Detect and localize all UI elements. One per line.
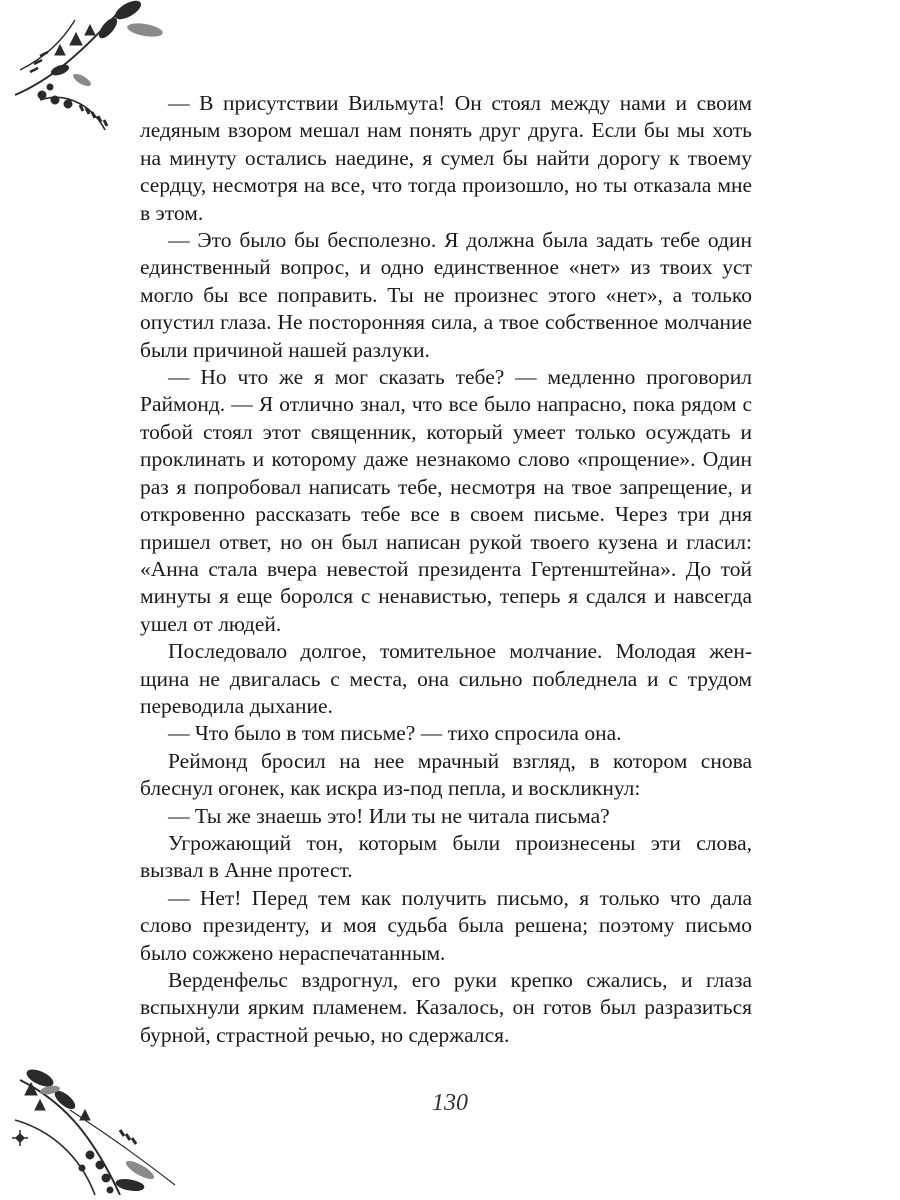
paragraph: Верденфельс вздрогнул, его руки крепко сжались, и глаза вспыхнули ярким пламенем. Казалось, он готов был разразиться бурной, страстной речью, но сдержался.: [140, 968, 752, 1047]
paragraph: Реймонд бросил на нее мрачный взгляд, в котором снова блеснул огонек, как искра из-под пепла, и воскликнул:: [140, 748, 752, 801]
paragraph: — Ты же знаешь это! Или ты не читала письма?: [168, 803, 610, 828]
paragraph: Последовало долгое, томительное молчание. Молодая женщина не двигалась с места, она сильно побледнела и с трудом переводила дыхание.: [140, 639, 752, 718]
paragraph: — Это было бы бесполезно. Я должна была задать тебе один единственный вопрос, и одно единственное «нет» из твоих уст могло бы все поправить. Ты не произнес этого «нет», а только опустил глаза. Не посторонняя сила, а твое собственное молчание были причиной нашей разлуки.: [140, 228, 752, 362]
paragraph: — Что было в том письме? — тихо спросила она.: [168, 721, 622, 746]
paragraph: — В присутствии Вильмута! Он стоял между нами и своим ледяным взором мешал нам понять друг друга. Если бы мы хоть на минуту остались наедине, я сумел бы найти дорогу к твоему сердцу, несмотря на все, что тогда произошло, но ты отказала мне в этом.: [140, 91, 752, 225]
page-number: 130: [432, 1090, 468, 1116]
paragraph: Угрожающий тон, которым были произнесены эти слова, вызвал в Анне протест.: [140, 830, 752, 883]
paragraph: — Нет! Перед тем как получить письмо, я только что дала слово президенту, и моя судьба была решена; поэтому письмо было сожжено нераспечатанным.: [140, 885, 752, 965]
floral-ornament-bottom-icon: [10, 1060, 180, 1200]
body-text: [140, 90, 752, 1049]
paragraph: — Но что же я мог сказать тебе? — медленно проговорил Раймонд. — Я отлично знал, что все было напрасно, пока рядом с тобой стоял этот священник, который умеет только осуждать и проклинать и которому даже незнакомо слово «прощение». Один раз я попробовал написать тебе, несмотря на твое запрещение, и откровенно рассказать тебе все в своем письме. Через три дня пришел ответ, но он был написан рукой твоего кузена и гласил: «Анна стала вчера невестой президента Гертенштейна». До той минуты я еще боролся с ненавистью, теперь я сдался и навсегда ушел от людей.: [140, 365, 752, 636]
